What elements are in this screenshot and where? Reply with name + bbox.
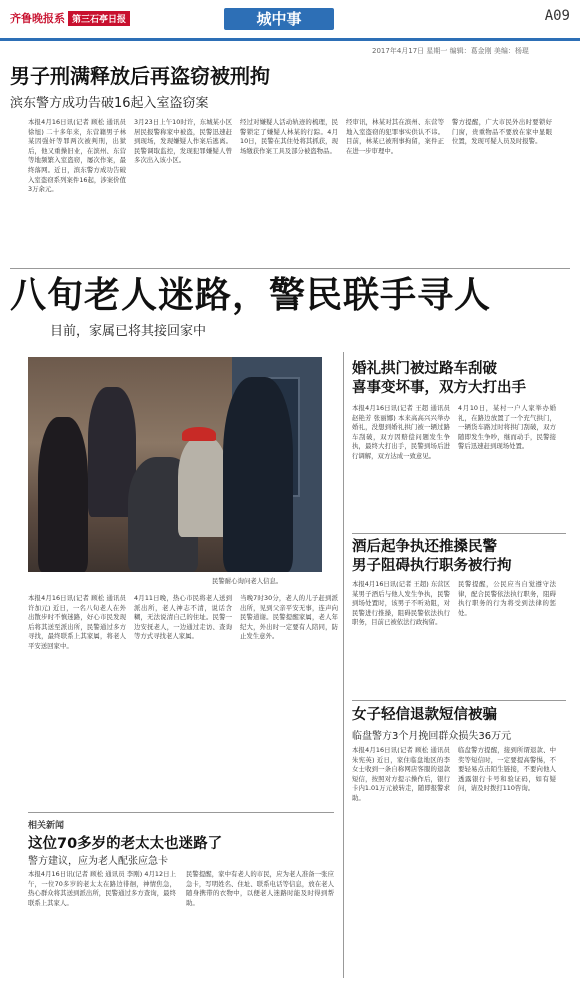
page-number: A09 xyxy=(544,8,570,24)
column-rule xyxy=(343,352,344,978)
story2-subhead: 目前，家属已将其接回家中 xyxy=(50,324,207,339)
top-rule xyxy=(0,38,580,41)
divider xyxy=(352,533,566,534)
story1-subhead: 滨东警方成功告破16起入室盗窃案 xyxy=(10,96,209,111)
photo-red-cap xyxy=(182,427,216,441)
story2-col1: 本报4月16日讯(记者 顾松 通讯员 许加元) 近日，一名八旬老人在外出散步时不慎迷路，好心市民发现后将其送至派出所，民警通过多方寻找，最终联系上其家属，将老人平安送回家中。 xyxy=(28,594,126,650)
photo-figure xyxy=(38,417,88,572)
story5-headline: 女子轻信退款短信被骗 xyxy=(352,707,497,723)
story1-col1: 本报4月16日讯(记者 顾松 通讯员 徐旭) 二十多年来，东营籍男子林某因强奸等罪两次被判刑，出狱后，他又重操旧业，在滨州、东营等地频繁入室盗窃，屡次作案，最终落网。近日，滨东警方成功告破入室盗窃系列案件16起，涉案价值3万余元。 xyxy=(28,118,126,194)
divider xyxy=(28,812,334,813)
photo-figure-police xyxy=(223,377,293,572)
brand-name: 齐鲁晚报系 xyxy=(10,12,65,25)
photo-figure xyxy=(178,437,228,537)
story3-headline: 婚礼拱门被过路车刮破 喜事变坏事，双方大打出手 xyxy=(352,361,526,396)
brand-logo xyxy=(10,10,130,26)
story6-kicker: 相关新闻 xyxy=(28,821,65,831)
story2-headline: 八旬老人迷路，警民联手寻人 xyxy=(10,275,492,316)
story5-col1: 本报4月16日讯(记者 顾松 通讯员 朱宪英) 近日，家住临盘地区的李女士收到一条自称网店客服的退款短信，按照对方提示操作后，银行卡内1.01万元被转走，随即报警求助。 xyxy=(352,746,450,802)
date-line: 2017年4月17日 星期一 编辑：葛金刚 美编：杨琨 xyxy=(372,47,529,55)
brand-tag: 第三石亭日报 xyxy=(68,11,130,26)
story6-col2: 民警提醒，家中有老人的市民，应为老人准备一张应急卡，写明姓名、住址、联系电话等信息，放在老人随身携带的衣物中，以便老人迷路时能及时得到帮助。 xyxy=(186,870,334,907)
story3-col2: 4月10日，某村一户人家举办婚礼，在路边放置了一个充气拱门，一辆货车路过时将拱门刮破，双方随即发生争吵，继而动手，民警接警后迅速赶到现场处置。 xyxy=(458,404,556,451)
story1-col4: 经审讯，林某对其在滨州、东营等地入室盗窃的犯罪事实供认不讳。目前，林某已被刑事拘留，案件正在进一步审理中。 xyxy=(346,118,444,155)
section-title: 城中事 xyxy=(224,8,334,30)
story1-col5: 警方提醒，广大市民外出时要锁好门窗，贵重物品不要放在家中显眼位置，发现可疑人员及时报警。 xyxy=(452,118,552,146)
divider xyxy=(352,700,566,701)
story4-col2: 民警提醒，公民应当自觉遵守法律，配合民警依法执行职务，阻碍执行职务的行为将受到法律的惩处。 xyxy=(458,580,556,617)
story1-col2: 3月23日上午10时许，东城某小区居民报警称家中被盗，民警迅速赶到现场，发现嫌疑人作案后逃离。民警调取监控，发现犯罪嫌疑人曾多次出入该小区。 xyxy=(134,118,232,165)
divider xyxy=(10,268,570,269)
story4-headline: 酒后起争执还推搡民警 男子阻碍执行职务被行拘 xyxy=(352,539,512,574)
story5-col2: 临盘警方提醒，接到所谓退款、中奖等短信时，一定要提高警惕，不要轻易点击陌生链接，不要向他人透露银行卡号和验证码，如有疑问，请及时拨打110咨询。 xyxy=(458,746,556,793)
story3-col1: 本报4月16日讯(记者 王超 通讯员 赵艳芳 张丽娜) 本来高高兴兴举办婚礼，没想到婚礼拱门被一辆过路车刮破，双方因赔偿问题发生争执，最终大打出手，民警到场后进行调解，双方达成一致意见。 xyxy=(352,404,450,460)
story5-subhead: 临盘警方3个月挽回群众损失36万元 xyxy=(352,731,512,742)
story2-col2: 4月11日晚，热心市民将老人送到派出所，老人神志不清，说话含糊，无法说清自己的住址。民警一边安抚老人，一边通过走访、查询等方式寻找老人家属。 xyxy=(134,594,232,641)
photo-caption: 民警耐心询问老人信息。 xyxy=(212,577,283,585)
story1-col3: 经过对嫌疑人活动轨迹的梳理，民警锁定了嫌疑人林某的行踪。4月10日，民警在其住处将其抓获，现场缴获作案工具及部分被盗物品。 xyxy=(240,118,338,155)
story6-headline: 这位70多岁的老太太也迷路了 xyxy=(28,836,223,852)
news-photo xyxy=(28,357,322,572)
story1-headline: 男子刑满释放后再盗窃被刑拘 xyxy=(10,64,270,88)
story4-col1: 本报4月16日讯(记者 王超) 东营区某男子酒后与他人发生争执，民警到场处置时，该男子不听劝阻，对民警进行推搡，阻碍民警依法执行职务，目前已被依法行政拘留。 xyxy=(352,580,450,627)
story6-col1: 本报4月16日讯(记者 顾松 通讯员 李刚) 4月12日上午，一位70多岁的老太太在路边徘徊，神情焦急，热心群众将其送到派出所，民警通过多方查询，最终联系上其家人。 xyxy=(28,870,176,907)
story6-subhead: 警方建议，应为老人配张应急卡 xyxy=(28,856,168,867)
story2-col3: 当晚7时30分，老人的儿子赶到派出所，见到父亲平安无事，连声向民警道谢。民警提醒家属，老人年纪大，外出时一定要有人陪同，防止发生意外。 xyxy=(240,594,338,641)
